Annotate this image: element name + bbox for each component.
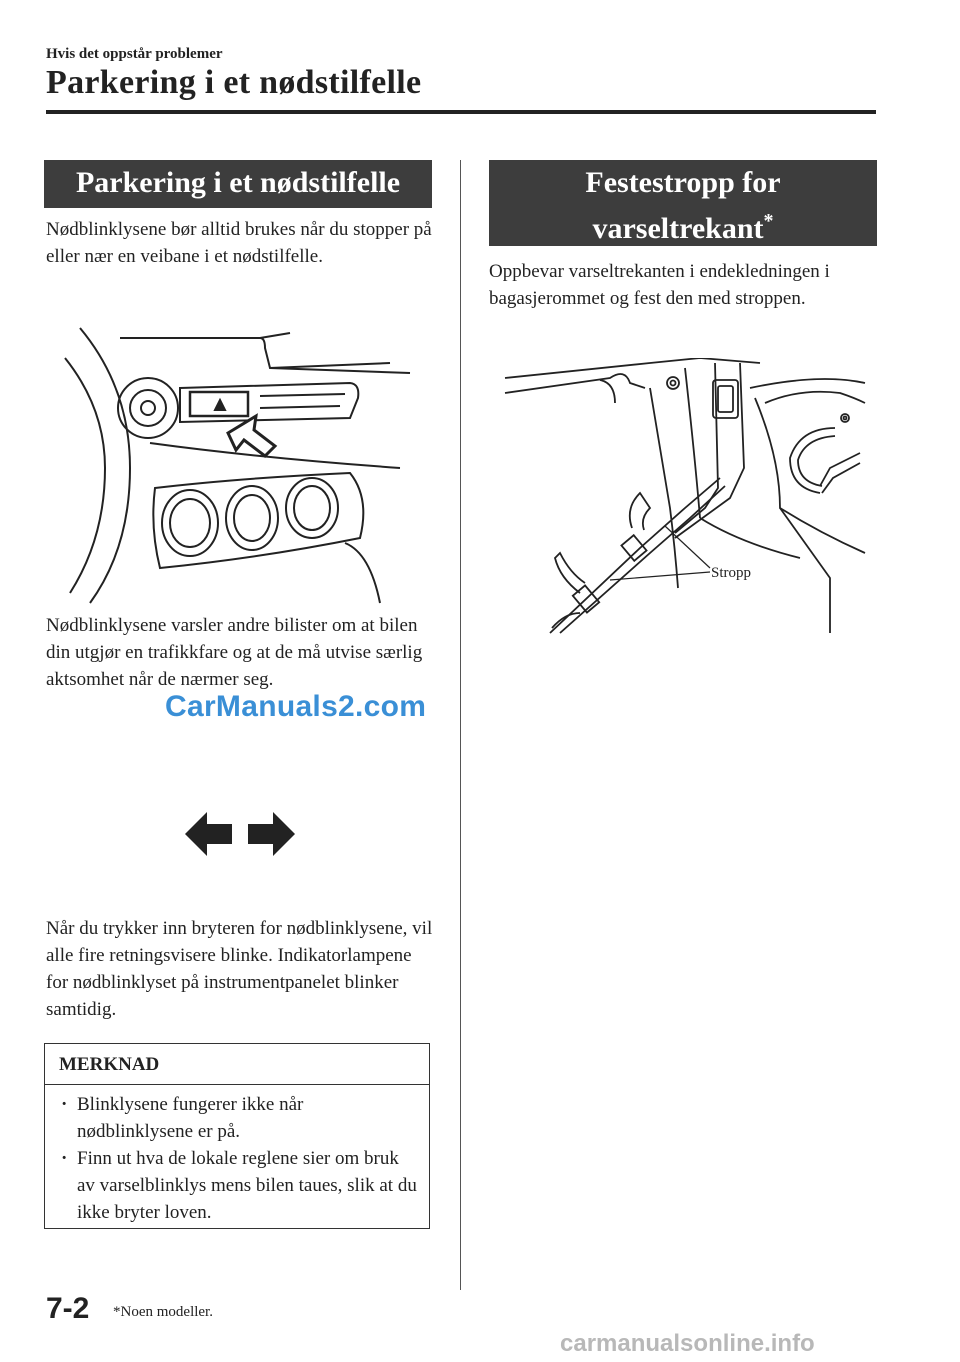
label-stropp: Stropp xyxy=(711,565,752,581)
trunk-strap-illustration xyxy=(500,358,870,638)
header-rule xyxy=(46,110,876,114)
footnote: *Noen modeller. xyxy=(113,1304,213,1320)
hazard-switch-illustration xyxy=(60,318,420,608)
asterisk: * xyxy=(763,210,774,232)
band-line-2-text: varseltrekant xyxy=(592,212,764,245)
hazard-indicator-arrows-icon xyxy=(185,812,295,856)
paragraph-intro: Nødblinklysene bør alltid brukes når du stopper på eller nær en veibane i et nødstilfelle. xyxy=(46,219,432,267)
band-line-2 xyxy=(489,202,877,248)
band-line-1: Festestropp for xyxy=(585,166,781,199)
section-band-parking: Parkering i et nødstilfelle xyxy=(44,160,432,208)
column-divider xyxy=(460,160,461,1290)
note-item: · Finn ut hva de lokale reglene sier om bruk av varselblinklys mens bilen taues, slik at du ikke bryter loven. xyxy=(59,1145,419,1226)
section-band-strap xyxy=(489,160,877,246)
paragraph-strap: Oppbevar varseltrekanten i endekledningen i bagasjerommet og fest den med stroppen. xyxy=(489,261,830,309)
note-box xyxy=(44,1043,430,1229)
paragraph-warning: Nødblinklysene varsler andre bilister om at bilen din utgjør en trafikkfare og at de må utvise særlig aktsomhet når de nærmer seg. xyxy=(46,615,423,690)
watermark-carmanuals: CarManuals2.com xyxy=(165,690,427,723)
page-title: Parkering i et nødstilfelle xyxy=(46,64,422,101)
watermark-site: carmanualsonline.info xyxy=(560,1330,815,1357)
page-number: 7-2 xyxy=(46,1292,90,1325)
note-item: · Blinklysene fungerer ikke når nødblinklysene er på. xyxy=(59,1091,419,1145)
paragraph-hazard-switch: Når du trykker inn bryteren for nødblinklysene, vil alle fire retningsvisere blinke. Indikatorlampene for nødblinklyset på instrumentpanelet blinker samtidig. xyxy=(46,918,433,1020)
note-title: MERKNAD xyxy=(45,1044,429,1085)
note-list xyxy=(45,1085,429,1226)
section-header: Hvis det oppstår problemer xyxy=(46,46,223,62)
